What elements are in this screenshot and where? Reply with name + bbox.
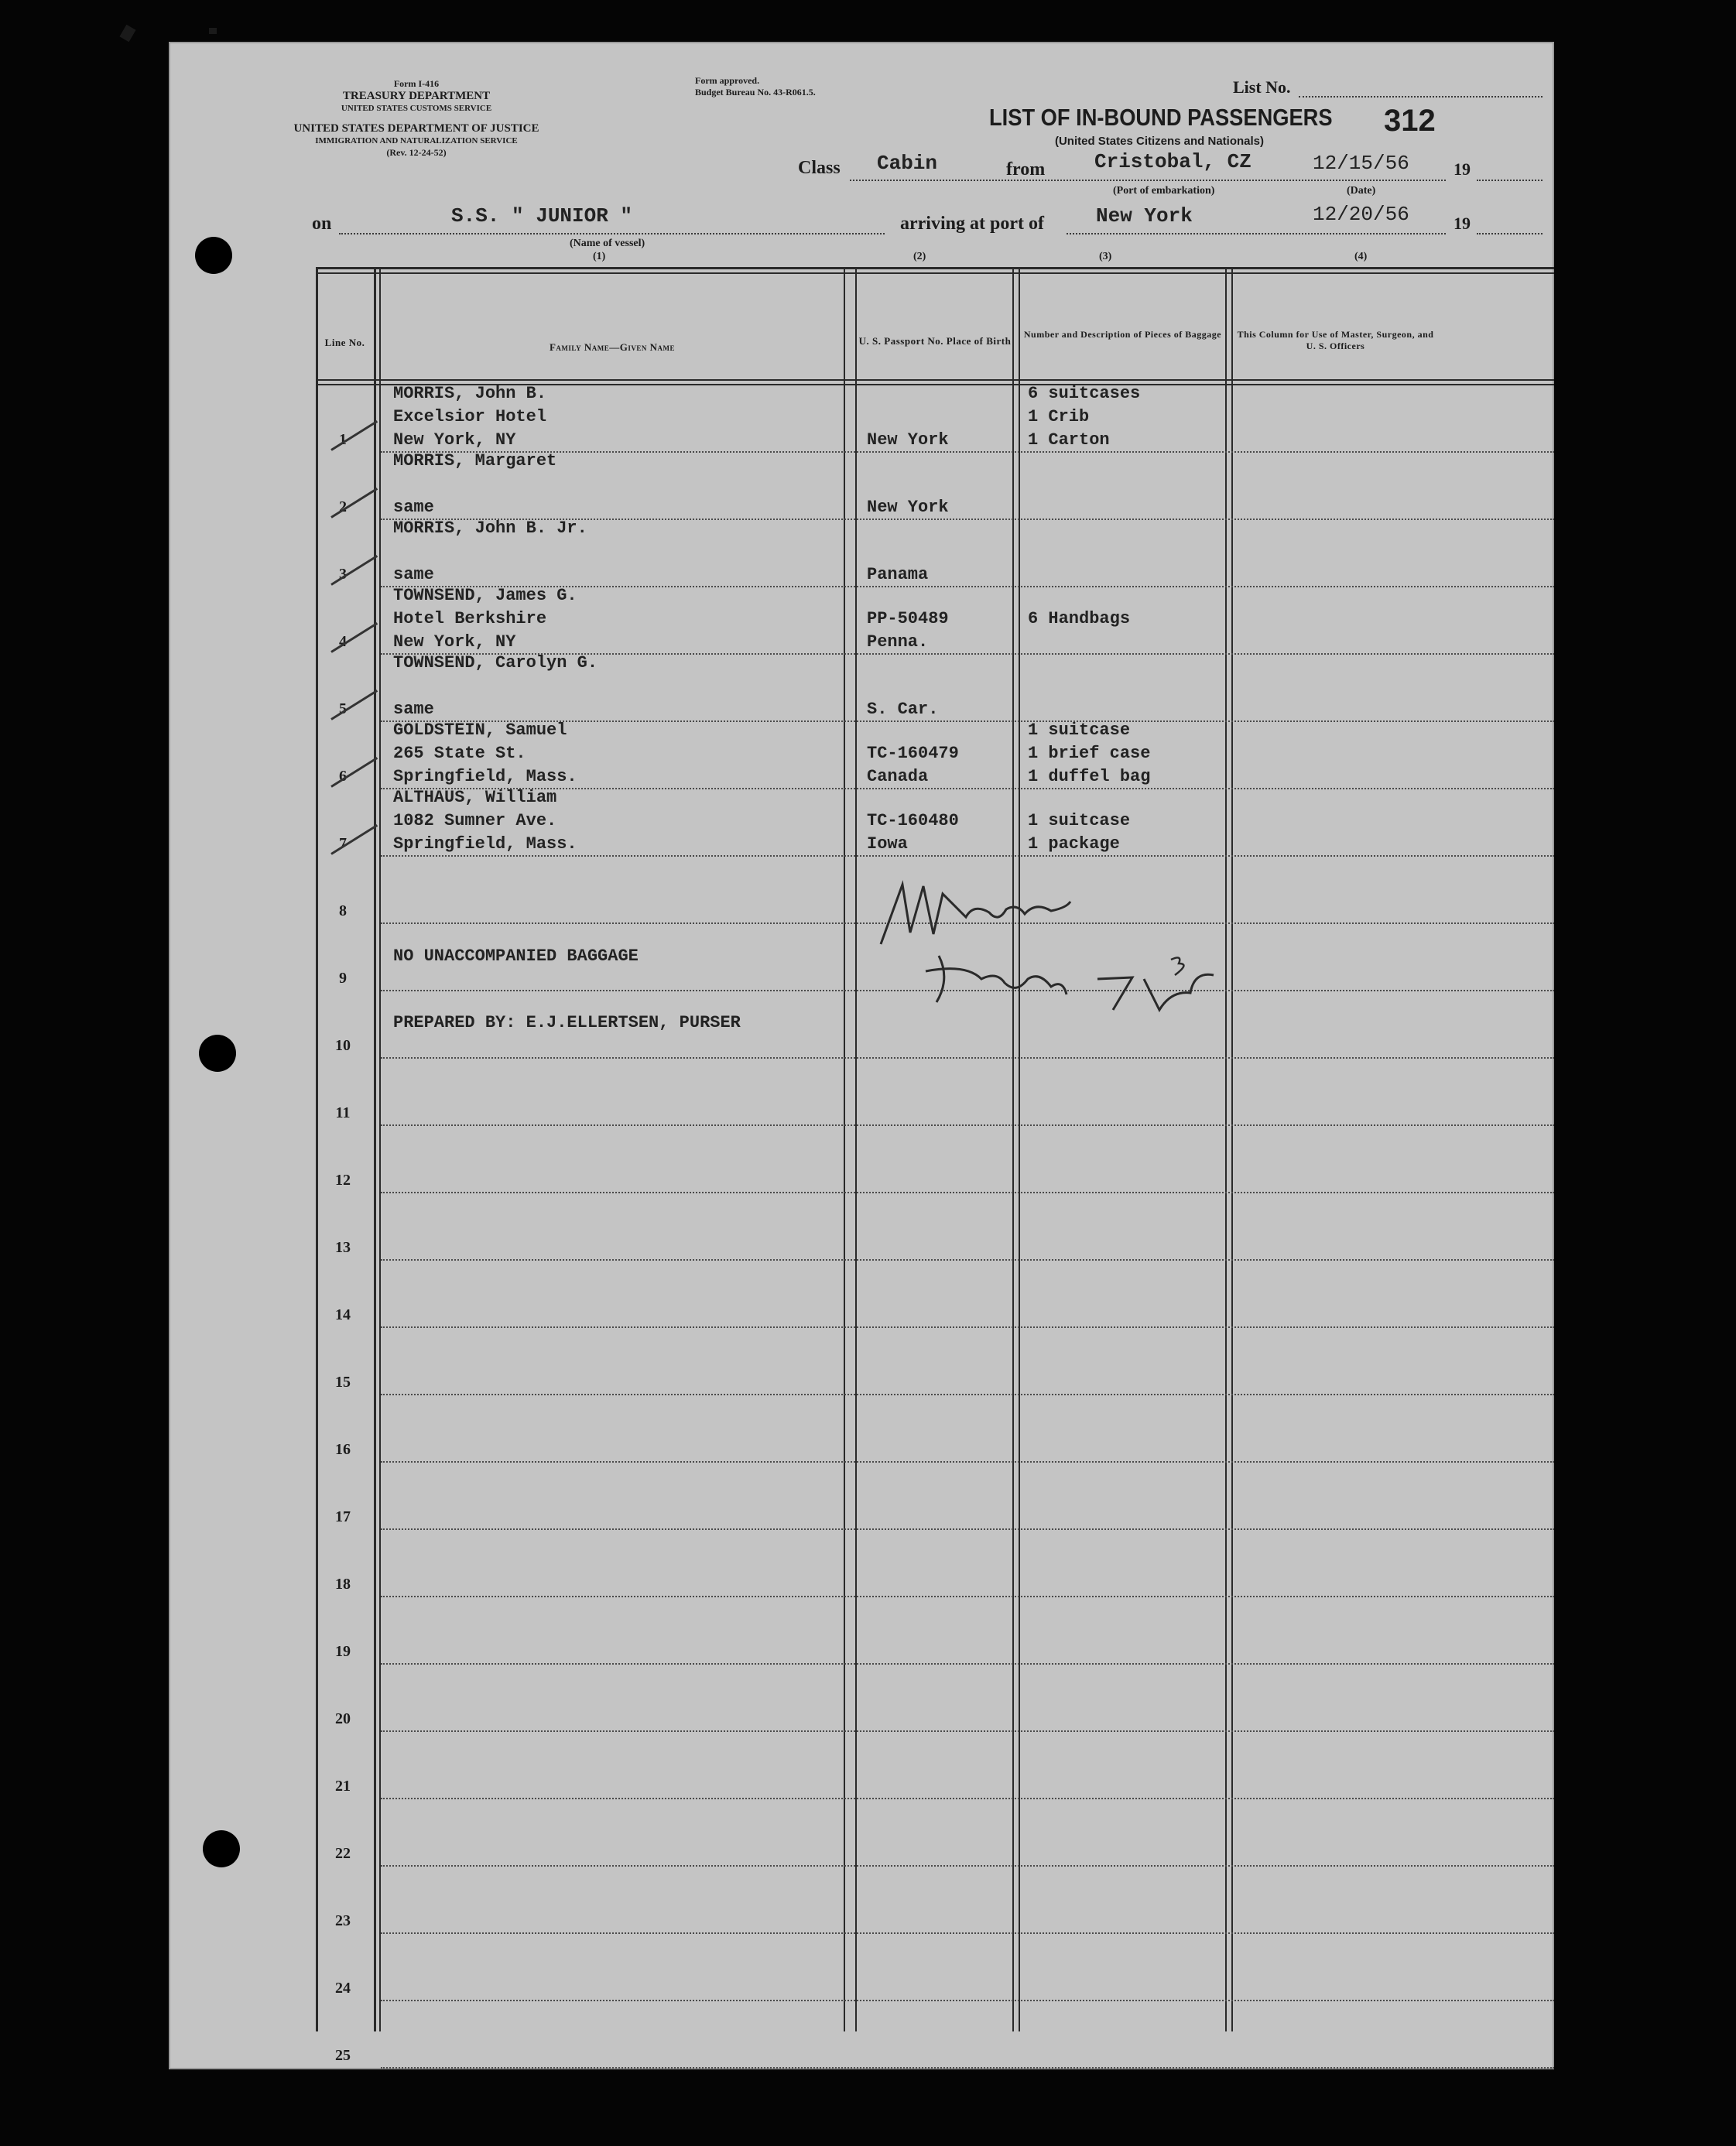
header-passport: U. S. Passport No. Place of Birth	[858, 335, 1012, 347]
vessel-caption: (Name of vessel)	[570, 238, 645, 249]
dotted-line	[1477, 180, 1543, 181]
line-number: 9	[339, 970, 347, 987]
table-row	[316, 1126, 1554, 1193]
date-caption: (Date)	[1347, 185, 1376, 197]
name-text: TOWNSEND, Carolyn G.	[393, 653, 598, 673]
line-number: 10	[335, 1037, 351, 1054]
passport-text: PP-50489	[867, 609, 949, 628]
line-number: 7	[339, 835, 347, 852]
table-row	[316, 1530, 1554, 1597]
line-number: 1	[339, 431, 347, 448]
col-num-1: (1)	[593, 251, 606, 262]
name-text: same	[393, 498, 434, 517]
document-subtitle: (United States Citizens and Nationals)	[1054, 135, 1265, 148]
line-number: 24	[335, 1980, 351, 1997]
table-row	[316, 453, 1554, 520]
line-number: 16	[335, 1441, 351, 1458]
dotted-line	[1051, 180, 1446, 181]
line-number: 23	[335, 1912, 351, 1929]
customs-service: UNITED STATES CUSTOMS SERVICE	[341, 104, 492, 113]
line-number: 21	[335, 1778, 351, 1795]
line-number: 8	[339, 902, 347, 919]
line-number: 25	[335, 2047, 351, 2064]
line-number: 2	[339, 498, 347, 515]
passport-text: Canada	[867, 767, 929, 786]
form-sheet	[169, 42, 1554, 2069]
header-baggage: Number and Description of Pieces of Baggage	[1023, 329, 1222, 340]
passport-text: TC-160479	[867, 744, 959, 763]
name-text: same	[393, 565, 434, 584]
name-text: MORRIS, John B. Jr.	[393, 519, 587, 538]
passport-text: New York	[867, 430, 949, 450]
passport-text: TC-160480	[867, 811, 959, 830]
table-row	[316, 1597, 1554, 1665]
list-number: 312	[1384, 104, 1436, 138]
departure-date: 12/15/56	[1313, 152, 1409, 175]
name-text: TOWNSEND, James G.	[393, 586, 577, 605]
from-label: from	[1006, 159, 1046, 180]
passport-text: S. Car.	[867, 700, 939, 719]
table-row	[316, 722, 1554, 789]
table-row	[316, 385, 1554, 453]
name-text: Springfield, Mass.	[393, 767, 577, 786]
baggage-text: 1 package	[1028, 834, 1120, 854]
name-text: Springfield, Mass.	[393, 834, 577, 854]
line-number: 14	[335, 1306, 351, 1323]
list-no-label: List No.	[1233, 77, 1291, 97]
table-row	[316, 655, 1554, 722]
justice-dept: UNITED STATES DEPARTMENT OF JUSTICE	[293, 122, 539, 135]
header-family-name: Family Name—Given Name	[549, 341, 675, 353]
header-officers: This Column for Use of Master, Surgeon, and U. S. Officers	[1237, 329, 1434, 351]
baggage-text: 1 brief case	[1028, 744, 1151, 763]
col-num-3: (3)	[1099, 251, 1112, 262]
budget-bureau: Budget Bureau No. 43-R061.5.	[695, 87, 816, 98]
table-row	[316, 1799, 1554, 1867]
line-number: 20	[335, 1710, 351, 1727]
note-baggage: NO UNACCOMPANIED BAGGAGE	[393, 946, 639, 966]
table-row	[316, 1867, 1554, 1934]
baggage-text: 6 suitcases	[1028, 384, 1141, 403]
header-line-no: Line No.	[324, 337, 365, 348]
name-text: New York, NY	[393, 632, 516, 652]
row-rule	[381, 2067, 1554, 2069]
name-text: Hotel Berkshire	[393, 609, 547, 628]
name-text: same	[393, 700, 434, 719]
inspector-signature	[865, 863, 1299, 1018]
class-label: Class	[798, 158, 841, 178]
name-text: New York, NY	[393, 430, 516, 450]
from-port: Cristobal, CZ	[1094, 150, 1251, 173]
table-row	[316, 1059, 1554, 1126]
revision-date: (Rev. 12-24-52)	[386, 147, 447, 158]
ink-speck	[119, 25, 135, 43]
port-caption: (Port of embarkation)	[1113, 185, 1215, 197]
dotted-line	[1299, 96, 1543, 98]
arrival-date: 12/20/56	[1313, 203, 1409, 226]
baggage-text: 1 suitcase	[1028, 811, 1131, 830]
year-prefix: 19	[1454, 159, 1471, 179]
baggage-text: 6 Handbags	[1028, 609, 1131, 628]
name-text: 265 State St.	[393, 744, 526, 763]
table-row	[316, 1934, 1554, 2001]
dotted-line	[1477, 233, 1543, 234]
arriving-label: arriving at port of	[900, 214, 1044, 234]
vessel-name: S.S. " JUNIOR "	[451, 204, 633, 228]
line-number: 5	[339, 700, 347, 717]
table-row	[316, 587, 1554, 655]
ins-service: IMMIGRATION AND NATURALIZATION SERVICE	[315, 136, 518, 145]
col-num-2: (2)	[913, 251, 926, 262]
table-row	[316, 520, 1554, 587]
form-number: Form I-416	[393, 78, 440, 89]
passport-text: Iowa	[867, 834, 908, 854]
line-number: 3	[339, 566, 347, 583]
class-value: Cabin	[877, 152, 938, 175]
name-text: GOLDSTEIN, Samuel	[393, 720, 567, 740]
line-number: 17	[335, 1508, 351, 1525]
table-row	[316, 1463, 1554, 1530]
table-row	[316, 2001, 1554, 2069]
line-number: 19	[335, 1643, 351, 1660]
table-row	[316, 1193, 1554, 1261]
treasury-dept: TREASURY DEPARTMENT	[342, 90, 491, 102]
table-row	[316, 1395, 1554, 1463]
passport-text: Panama	[867, 565, 929, 584]
dotted-line	[1067, 233, 1446, 234]
arrival-port: New York	[1096, 204, 1193, 228]
line-number: 11	[335, 1104, 351, 1121]
line-number: 15	[335, 1374, 351, 1391]
table-top-rule	[316, 267, 1554, 269]
line-number: 12	[335, 1172, 351, 1189]
table-row	[316, 1328, 1554, 1395]
name-text: MORRIS, Margaret	[393, 451, 557, 471]
line-number: 13	[335, 1239, 351, 1256]
table-row	[316, 1732, 1554, 1799]
line-number: 18	[335, 1576, 351, 1593]
passport-text: Penna.	[867, 632, 929, 652]
baggage-text: 1 Crib	[1028, 407, 1090, 426]
table-top-rule	[316, 272, 1554, 274]
header-rule	[316, 379, 1554, 381]
table-row	[316, 789, 1554, 857]
baggage-text: 1 suitcase	[1028, 720, 1131, 740]
line-number: 6	[339, 768, 347, 785]
year-prefix: 19	[1454, 214, 1471, 233]
table-row	[316, 1261, 1554, 1328]
note-prepared-by: PREPARED BY: E.J.ELLERTSEN, PURSER	[393, 1013, 741, 1032]
name-text: ALTHAUS, William	[393, 788, 557, 807]
document-title: LIST OF IN-BOUND PASSENGERS	[989, 104, 1333, 131]
form-approved: Form approved.	[695, 75, 760, 86]
baggage-text: 1 duffel bag	[1028, 767, 1151, 786]
col-num-4: (4)	[1354, 251, 1368, 262]
line-number: 22	[335, 1845, 351, 1862]
name-text: MORRIS, John B.	[393, 384, 547, 403]
ink-speck	[209, 28, 217, 34]
passenger-table	[316, 267, 1554, 2064]
dotted-line	[339, 233, 885, 234]
line-number: 4	[339, 633, 347, 650]
baggage-text: 1 Carton	[1028, 430, 1110, 450]
name-text: 1082 Sumner Ave.	[393, 811, 557, 830]
punch-hole	[203, 1830, 240, 1867]
on-label: on	[312, 214, 332, 234]
name-text: Excelsior Hotel	[393, 407, 547, 426]
passport-text: New York	[867, 498, 949, 517]
table-row	[316, 1665, 1554, 1732]
punch-hole	[195, 237, 232, 274]
punch-hole	[199, 1035, 236, 1072]
